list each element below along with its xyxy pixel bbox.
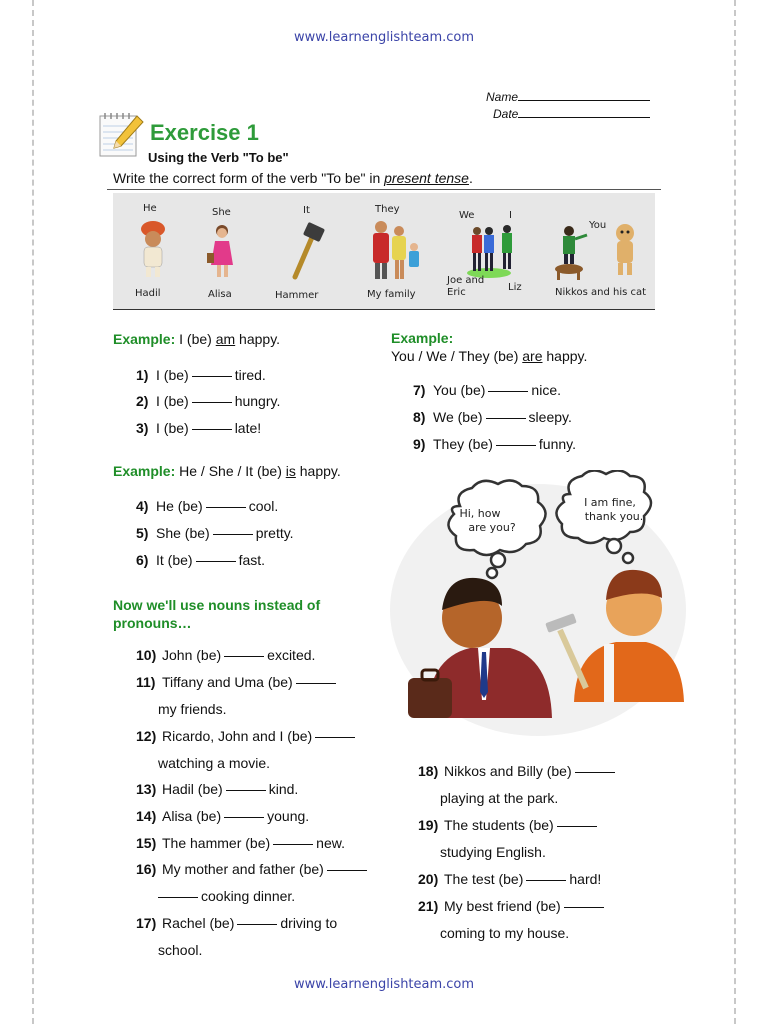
pronoun-name: Nikkos and his cat [555, 287, 647, 298]
pronoun-label: You [589, 220, 607, 231]
question-number: 15) [136, 835, 157, 851]
question-text: The hammer (be) [162, 835, 271, 851]
answer-blank[interactable] [224, 817, 264, 818]
question-21-continuation [440, 925, 569, 941]
date-field[interactable] [518, 106, 650, 118]
answer-blank[interactable] [237, 924, 277, 925]
question-number: 8) [413, 409, 426, 425]
question-text-end: nice. [531, 382, 561, 398]
question-number: 4) [136, 498, 149, 514]
example-text: You / We / They (be) [391, 348, 523, 364]
question-number: 19) [418, 817, 439, 833]
question-18 [418, 763, 618, 779]
question-4 [136, 498, 278, 514]
speech-text-right-2: thank you. [584, 510, 644, 523]
question-18-continuation [440, 790, 558, 806]
instructions-text: Write the correct form of the verb "To be" in [113, 170, 385, 186]
speech-text-left-2: are you? [468, 521, 516, 534]
question-16-continuation [158, 888, 295, 904]
question-text: My best friend (be) [444, 898, 561, 914]
answer-blank[interactable] [192, 429, 232, 430]
question-text: I (be) [156, 367, 189, 383]
friends-figure [463, 223, 519, 279]
answer-blank[interactable] [224, 656, 264, 657]
speech-text-left-1: Hi, how [459, 507, 501, 520]
question-text-continued: playing at the park. [440, 790, 559, 806]
answer-blank[interactable] [273, 844, 313, 845]
example-label: Example: [113, 463, 176, 479]
family-figure [367, 219, 425, 281]
answer-blank[interactable] [315, 737, 355, 738]
question-19-continuation [440, 844, 546, 860]
exercise-title: Exercise 1 [150, 120, 259, 145]
pronoun-name: Joe and Eric [447, 275, 485, 298]
question-21 [418, 898, 607, 914]
site-url-top[interactable]: www.learnenglishteam.com [293, 30, 475, 45]
question-16 [136, 861, 370, 877]
question-number: 18) [418, 763, 439, 779]
question-number: 12) [136, 728, 157, 744]
question-text: My mother and father (be) [162, 861, 324, 877]
question-text-continued: coming to my house. [440, 925, 570, 941]
question-text: I (be) [156, 393, 189, 409]
question-5 [136, 525, 294, 541]
girl-figure [207, 223, 237, 279]
question-text-end: driving to [280, 915, 338, 931]
pronoun-name-liz: Liz [508, 282, 522, 293]
example-text: I (be) [175, 331, 216, 347]
pronoun-name: Alisa [208, 289, 232, 300]
question-13 [136, 781, 298, 797]
question-text-end: fast. [238, 552, 266, 568]
name-field[interactable] [518, 89, 650, 101]
question-17 [136, 915, 337, 931]
question-text: It (be) [156, 552, 193, 568]
question-3 [136, 420, 261, 436]
question-text: Rachel (be) [162, 915, 235, 931]
instructions-emphasis: present tense [384, 170, 469, 186]
pronoun-it [275, 193, 335, 310]
question-text-continued: cooking dinner. [201, 888, 296, 904]
example-2 [113, 463, 341, 479]
boy-turban-figure [133, 219, 173, 279]
question-11-continuation [158, 701, 226, 717]
question-12 [136, 728, 358, 744]
question-text: Alisa (be) [162, 808, 222, 824]
pronoun-we [443, 193, 523, 310]
question-text: The students (be) [444, 817, 554, 833]
question-text-continued: my friends. [158, 701, 227, 717]
page-border-left [32, 0, 36, 1024]
example-label: Example: [113, 331, 176, 347]
question-number: 11) [136, 674, 156, 690]
question-text: You (be) [433, 382, 486, 398]
instructions-end: . [468, 170, 473, 186]
question-10 [136, 647, 315, 663]
answer-blank[interactable] [213, 534, 253, 535]
answer-blank[interactable] [486, 418, 526, 419]
answer-blank[interactable] [206, 507, 246, 508]
site-url-bottom[interactable]: www.learnenglishteam.com [293, 977, 475, 992]
pronoun-label: He [143, 203, 157, 214]
example-3 [391, 330, 587, 364]
question-number: 13) [136, 781, 157, 797]
pronoun-label: It [303, 205, 310, 216]
divider [107, 189, 661, 190]
question-6 [136, 552, 265, 568]
example-answer: am [215, 331, 236, 347]
question-text-end: sleepy. [528, 409, 572, 425]
question-number: 1) [136, 367, 149, 383]
name-label: Name [486, 90, 519, 104]
example-answer: are [522, 348, 543, 364]
question-text-end: tired. [234, 367, 266, 383]
answer-blank[interactable] [557, 826, 597, 827]
example-label: Example: [391, 330, 454, 346]
instructions [113, 170, 473, 186]
answer-blank[interactable] [158, 897, 198, 898]
question-number: 9) [413, 436, 426, 452]
example-text: He / She / It (be) [175, 463, 286, 479]
example-text-end: happy. [295, 463, 341, 479]
question-text: They (be) [433, 436, 493, 452]
question-text: I (be) [156, 420, 189, 436]
question-number: 16) [136, 861, 157, 877]
question-text-end: new. [316, 835, 345, 851]
question-text-end: young. [267, 808, 310, 824]
question-number: 17) [136, 915, 157, 931]
question-text: Tiffany and Uma (be) [162, 674, 293, 690]
question-text: John (be) [162, 647, 222, 663]
pronoun-they [363, 193, 427, 310]
question-number: 21) [418, 898, 439, 914]
exercise-subtitle: Using the Verb "To be" [148, 150, 289, 165]
pronoun-you [547, 193, 651, 310]
question-text-end: late! [234, 420, 262, 436]
question-text: Hadil (be) [162, 781, 223, 797]
question-number: 20) [418, 871, 439, 887]
question-text-end: hard! [569, 871, 602, 887]
question-9 [413, 436, 576, 452]
answer-blank[interactable] [526, 880, 566, 881]
question-text: Nikkos and Billy (be) [444, 763, 572, 779]
speech-text-right-1: I am fine, [584, 496, 636, 509]
notepad-pencil-icon [97, 110, 145, 158]
pronoun-label: They [375, 204, 400, 215]
pronoun-illustration-panel [113, 193, 655, 310]
question-text: He (be) [156, 498, 203, 514]
pronoun-label: She [212, 207, 231, 218]
question-number: 10) [136, 647, 157, 663]
question-text-end: pretty. [255, 525, 294, 541]
answer-blank[interactable] [327, 870, 367, 871]
pronoun-label-i: I [509, 210, 512, 221]
name-date-block [486, 89, 650, 123]
hammer-figure [283, 221, 327, 281]
pronoun-name: Hammer [275, 290, 319, 301]
question-14 [136, 808, 309, 824]
question-text-continued: watching a movie. [158, 755, 271, 771]
pronoun-name: Hadil [135, 288, 161, 299]
answer-blank[interactable] [488, 391, 528, 392]
question-text: We (be) [433, 409, 483, 425]
page-border-right [734, 0, 738, 1024]
answer-blank[interactable] [564, 907, 604, 908]
answer-blank[interactable] [226, 790, 266, 791]
answer-blank[interactable] [575, 772, 615, 773]
example-answer: is [285, 463, 296, 479]
question-number: 7) [413, 382, 426, 398]
question-11 [136, 674, 339, 690]
question-number: 3) [136, 420, 149, 436]
date-label: Date [493, 107, 519, 121]
question-number: 6) [136, 552, 149, 568]
question-text: She (be) [156, 525, 210, 541]
question-number: 5) [136, 525, 149, 541]
example-text-end: happy. [542, 348, 588, 364]
question-text-continued: school. [158, 942, 203, 958]
question-15 [136, 835, 345, 851]
pronoun-label: We [459, 210, 475, 221]
question-number: 2) [136, 393, 149, 409]
pronoun-he [127, 193, 177, 310]
question-number: 14) [136, 808, 157, 824]
answer-blank[interactable] [196, 561, 236, 562]
answer-blank[interactable] [296, 683, 336, 684]
nouns-heading: Now we'll use nouns instead of pronouns… [113, 597, 321, 631]
question-text: The test (be) [444, 871, 524, 887]
question-text-end: excited. [267, 647, 316, 663]
question-2 [136, 393, 280, 409]
question-1 [136, 367, 266, 383]
question-8 [413, 409, 572, 425]
question-12-continuation [158, 755, 270, 771]
answer-blank[interactable] [192, 376, 232, 377]
pronoun-name: My family [367, 289, 416, 300]
question-text-end: cool. [248, 498, 279, 514]
question-text-continued: studying English. [440, 844, 546, 860]
question-text: Ricardo, John and I (be) [162, 728, 313, 744]
question-text-end: hungry. [234, 393, 281, 409]
answer-blank[interactable] [192, 402, 232, 403]
question-text-end: funny. [538, 436, 577, 452]
question-20 [418, 871, 601, 887]
example-1 [113, 331, 280, 347]
question-17-continuation [158, 942, 202, 958]
example-text-end: happy. [235, 331, 281, 347]
boy-and-pet-figure [547, 217, 643, 281]
question-19 [418, 817, 600, 833]
pronoun-she [195, 193, 245, 310]
conversation-illustration [388, 470, 688, 740]
question-text-end: kind. [268, 781, 299, 797]
answer-blank[interactable] [496, 445, 536, 446]
question-7 [413, 382, 561, 398]
